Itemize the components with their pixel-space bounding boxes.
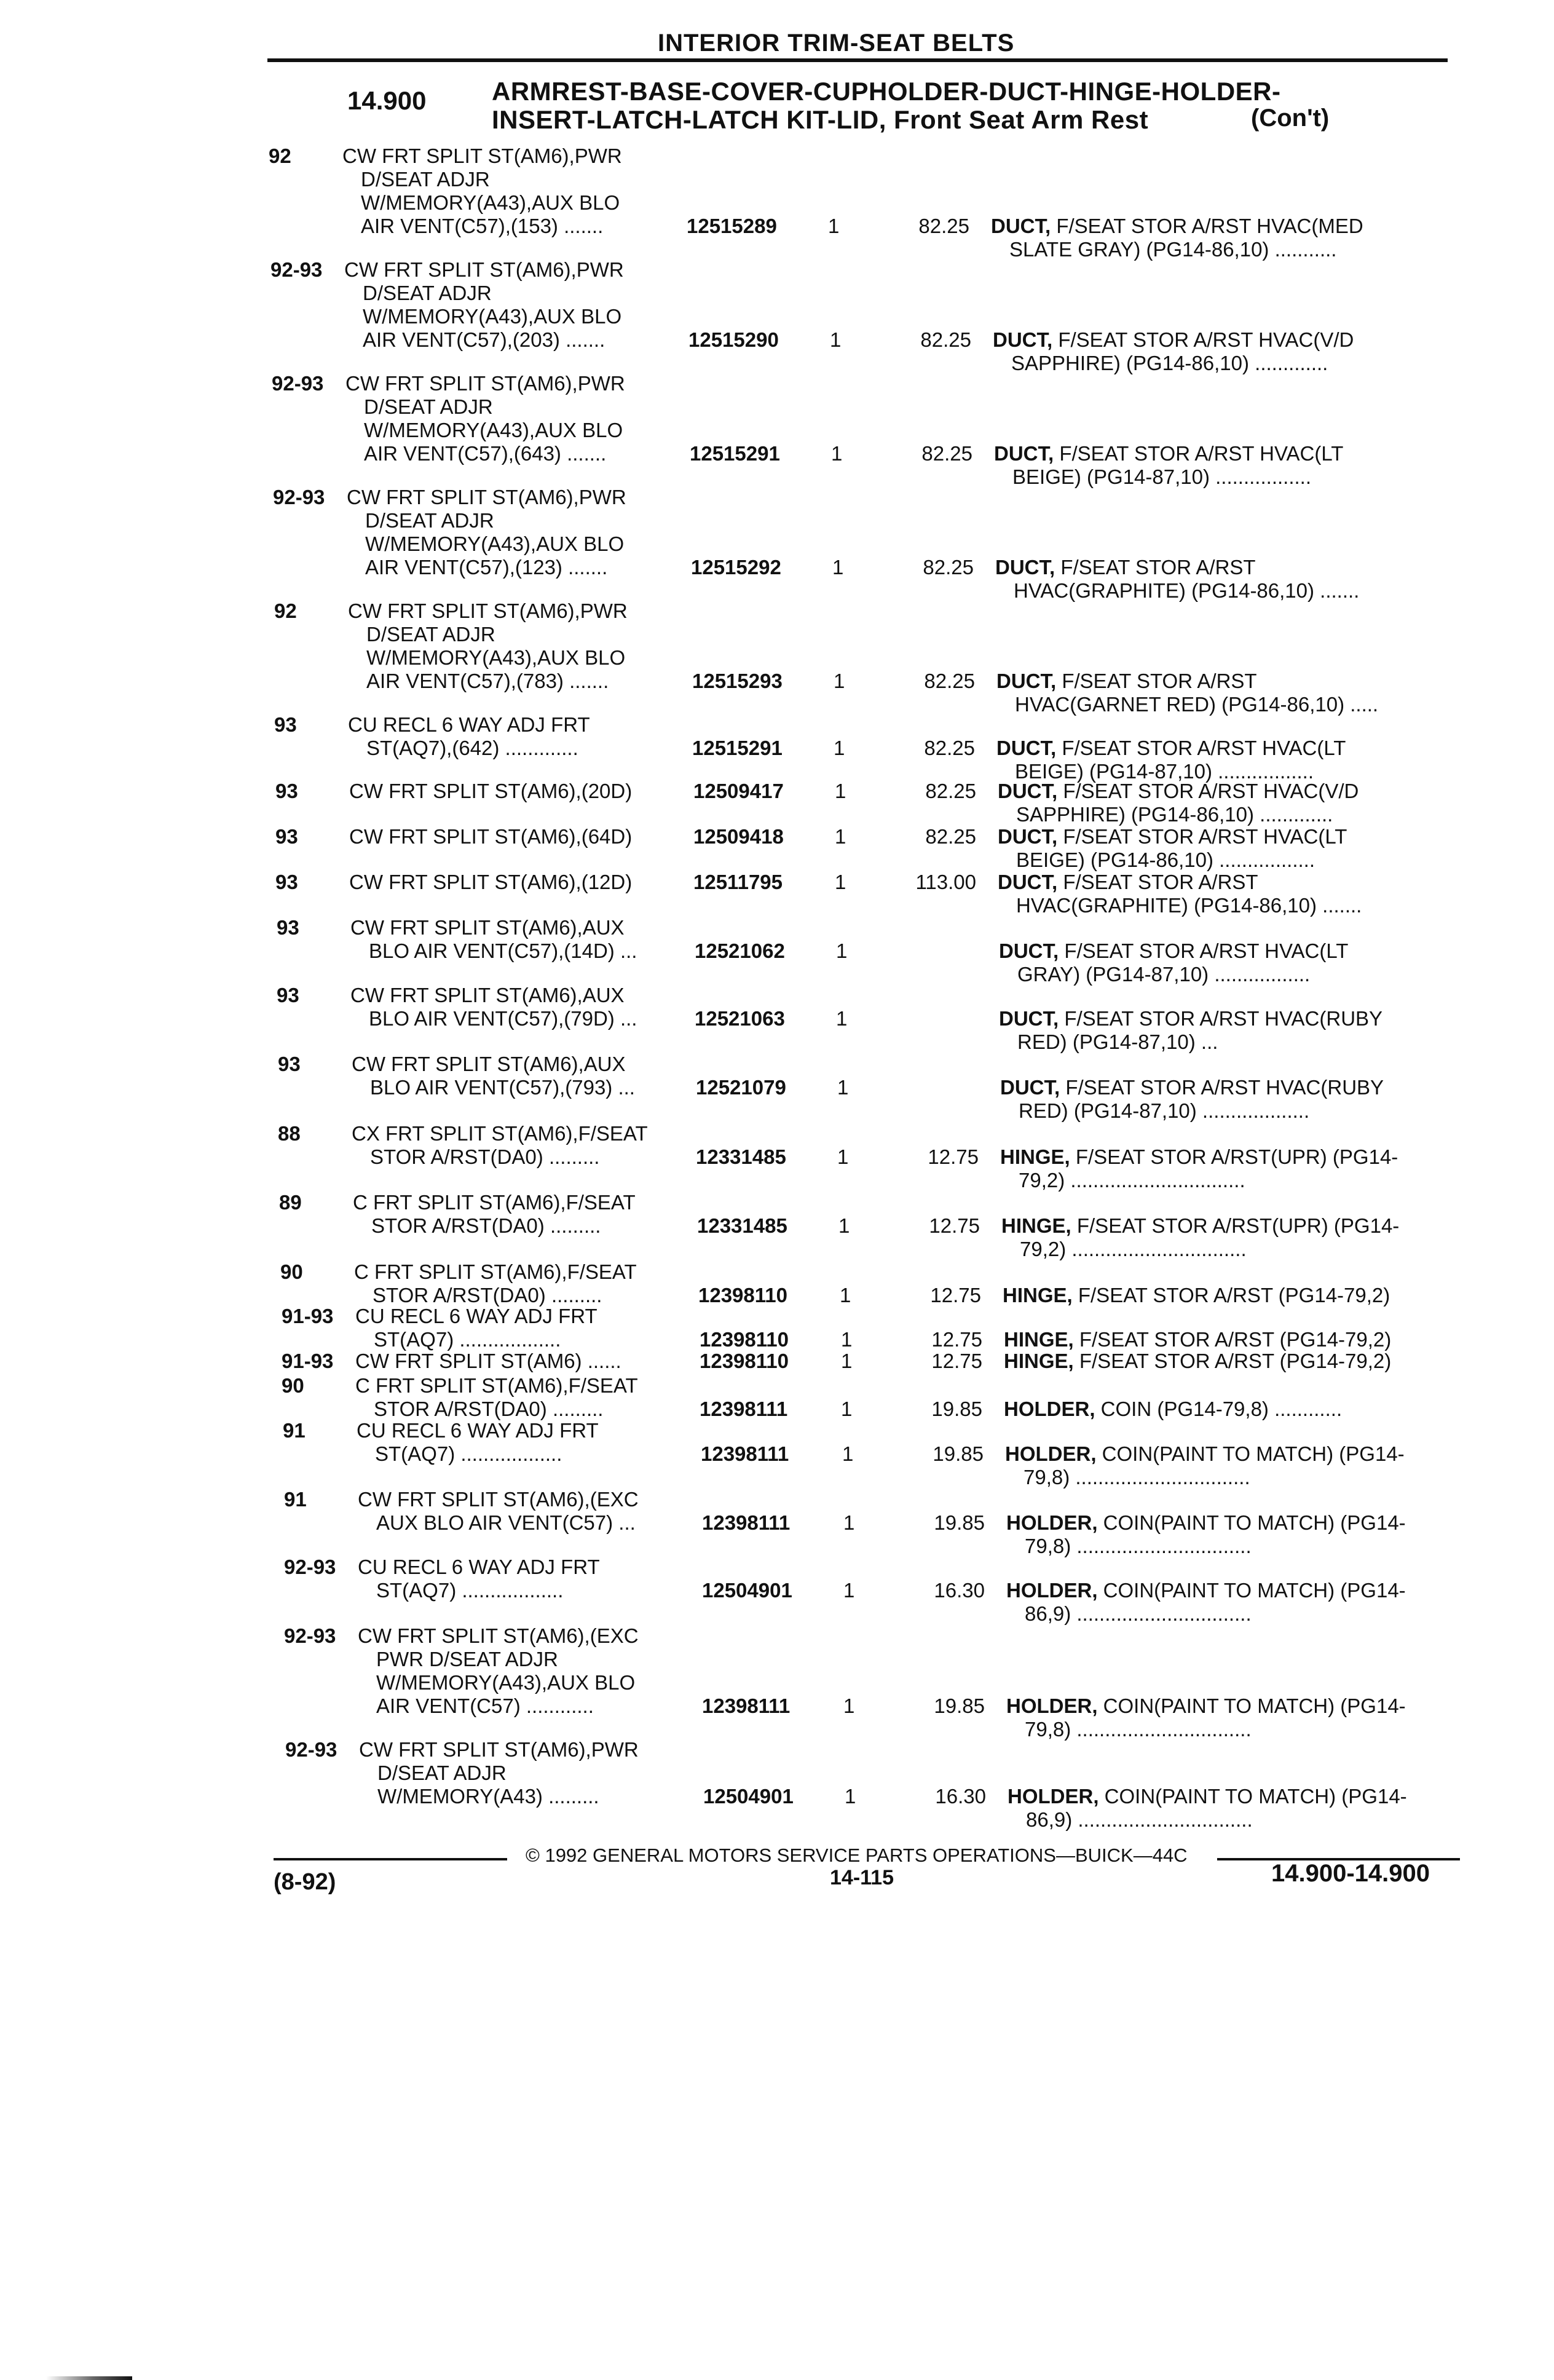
description-line: CU RECL 6 WAY ADJ FRT [355,1305,598,1327]
part-name [996,670,1451,716]
part-number: 12398111 [702,1694,791,1717]
description-line: CW FRT SPLIT ST(AM6),AUX [350,984,625,1006]
part-name-line: 86,9) ............................... [1026,1808,1253,1831]
list-item [282,1374,1468,1421]
quantity: 1 [831,442,843,465]
part-name-noun: DUCT, [998,825,1063,848]
description-line: CU RECL 6 WAY ADJ FRT [357,1419,599,1442]
price: 82.25 [921,442,972,465]
part-name-noun: HINGE, [1003,1284,1078,1307]
description-line: CW FRT SPLIT ST(AM6),AUX [350,916,625,939]
part-name-line: 86,9) ............................... [1025,1602,1252,1625]
description-line: AIR VENT(C57),(203) ....... [363,328,605,351]
description-line: CX FRT SPLIT ST(AM6),F/SEAT [352,1122,648,1145]
part-name-line: DUCT, F/SEAT STOR A/RST HVAC(LT [999,939,1349,962]
list-item [269,144,1455,261]
application-description [344,258,688,352]
part-name [998,871,1453,917]
part-name-noun: HOLDER, [1004,1398,1101,1420]
part-name [1006,1694,1461,1741]
part-name-line: 79,2) ............................... [1020,1238,1247,1260]
part-name [995,556,1450,603]
part-name [1006,1579,1461,1626]
application-description [357,1419,701,1466]
part-name [993,328,1448,375]
application-description [359,1738,703,1808]
part-name-noun: DUCT, [993,328,1059,351]
list-item [273,486,1459,602]
part-name-line: GRAY) (PG14-87,10) ................. [1017,963,1311,986]
quantity: 1 [828,215,840,237]
part-name-line: HINGE, F/SEAT STOR A/RST (PG14-79,2) [1004,1328,1392,1351]
part-name-noun: DUCT, [991,215,1057,237]
model-year: 88 [278,1122,301,1145]
quantity: 1 [841,1398,853,1420]
model-year: 92-93 [272,372,324,395]
description-line: D/SEAT ADJR [363,282,492,304]
part-name [1003,1284,1457,1307]
quantity: 1 [832,556,844,579]
header-rule [267,58,1448,62]
part-name-line: RED) (PG14-87,10) ................... [1019,1099,1310,1122]
model-year: 93 [277,916,299,939]
page-number: 14-115 [830,1866,894,1889]
part-name-line: HINGE, F/SEAT STOR A/RST (PG14-79,2) [1003,1284,1390,1307]
price: 19.85 [934,1511,985,1534]
application-description [354,1260,698,1307]
model-year: 93 [275,871,298,893]
part-name-line: DUCT, F/SEAT STOR A/RST HVAC(RUBY [1000,1076,1384,1099]
part-name-line: DUCT, F/SEAT STOR A/RST [998,871,1258,893]
description-line: CU RECL 6 WAY ADJ FRT [358,1556,600,1578]
application-description [348,713,692,760]
part-number: 12398110 [698,1284,788,1307]
quantity: 1 [836,939,848,962]
quantity: 1 [843,1511,855,1534]
part-number: 12331485 [696,1145,786,1168]
part-number: 12504901 [702,1579,792,1602]
quantity: 1 [845,1785,856,1808]
price: 16.30 [934,1579,985,1602]
part-name-noun: HOLDER, [1005,1442,1102,1465]
quantity: 1 [840,1284,851,1307]
part-name-line: SAPPHIRE) (PG14-86,10) ............. [1011,352,1328,374]
list-item [285,1738,1472,1831]
application-description [349,780,693,803]
part-name-line: BEIGE) (PG14-87,10) ................. [1015,760,1314,783]
model-year: 89 [279,1191,302,1214]
part-name-line: DUCT, F/SEAT STOR A/RST HVAC(MED [991,215,1363,237]
description-line: CW FRT SPLIT ST(AM6),(64D) [349,825,633,848]
running-header: INTERIOR TRIM-SEAT BELTS [658,30,1015,57]
part-name-line: HINGE, F/SEAT STOR A/RST(UPR) (PG14- [1001,1214,1400,1237]
part-name [1004,1328,1459,1351]
price: 82.25 [918,215,969,237]
model-year: 93 [274,713,297,736]
description-line: C FRT SPLIT ST(AM6),F/SEAT [353,1191,636,1214]
part-name-line: HINGE, F/SEAT STOR A/RST(UPR) (PG14- [1000,1145,1398,1168]
application-description [358,1488,702,1535]
quantity: 1 [836,1007,848,1030]
quantity: 1 [838,1214,850,1237]
model-year: 92-93 [270,258,323,281]
part-name-line: DUCT, F/SEAT STOR A/RST HVAC(V/D [998,780,1359,802]
part-name-noun: DUCT, [995,556,1061,579]
quantity: 1 [835,825,846,848]
list-item [274,713,1461,783]
application-description [353,1191,697,1238]
price: 113.00 [915,871,976,893]
part-name-noun: HOLDER, [1006,1511,1103,1534]
price: 82.25 [923,556,974,579]
description-line: C FRT SPLIT ST(AM6),F/SEAT [355,1374,638,1397]
description-line: CW FRT SPLIT ST(AM6),PWR [348,599,628,622]
scan-mark [46,2376,132,2380]
list-item [272,372,1458,488]
description-line: BLO AIR VENT(C57),(793) ... [370,1076,635,1099]
part-name-line: 79,8) ............................... [1025,1718,1252,1741]
list-item [280,1260,1467,1307]
part-name-noun: DUCT, [998,780,1063,802]
model-year: 90 [282,1374,304,1397]
continued-label: (Con't) [1251,105,1330,132]
part-number: 12521063 [695,1007,785,1030]
part-name-line: DUCT, F/SEAT STOR A/RST HVAC(LT [994,442,1344,465]
part-name-noun: HINGE, [1004,1328,1079,1351]
quantity: 1 [841,1350,853,1372]
part-number: 12504901 [703,1785,794,1808]
application-description [348,599,692,693]
part-number: 12515290 [688,328,779,351]
list-item [284,1624,1470,1741]
part-number: 12509418 [693,825,784,848]
price: 12.75 [931,1328,982,1351]
part-name-noun: HOLDER, [1008,1785,1105,1808]
quantity: 1 [830,328,842,351]
part-name-noun: DUCT, [999,939,1065,962]
part-name-noun: DUCT, [999,1007,1065,1030]
part-name-noun: DUCT, [996,670,1062,692]
list-item [277,984,1463,1053]
description-line: PWR D/SEAT ADJR [376,1648,558,1670]
section-title [492,77,1280,134]
part-name-line: 79,8) ............................... [1024,1466,1250,1488]
model-year: 93 [275,780,298,802]
part-name-line: SLATE GRAY) (PG14-86,10) ........... [1009,238,1337,261]
description-line: CW FRT SPLIT ST(AM6),(12D) [349,871,633,893]
part-name-line: HOLDER, COIN(PAINT TO MATCH) (PG14- [1006,1511,1406,1534]
part-name-line: BEIGE) (PG14-87,10) ................. [1012,465,1311,488]
description-line: CW FRT SPLIT ST(AM6),PWR [345,372,625,395]
description-line: W/MEMORY(A43),AUX BLO [366,646,626,669]
quantity: 1 [841,1328,853,1351]
part-name [999,939,1454,986]
part-name-line: BEIGE) (PG14-86,10) ................. [1016,848,1315,871]
description-line: ST(AQ7) .................. [375,1442,562,1465]
description-line: CW FRT SPLIT ST(AM6),PWR [359,1738,639,1761]
part-number: 12521079 [696,1076,786,1099]
list-item [279,1191,1465,1260]
description-line: STOR A/RST(DA0) ......... [373,1284,602,1307]
list-item [275,825,1462,872]
application-description [355,1350,700,1373]
application-description [355,1305,700,1351]
model-year: 92 [269,144,291,167]
part-name-noun: DUCT, [1000,1076,1066,1099]
part-name [1000,1145,1455,1192]
application-description [347,486,691,579]
quantity: 1 [837,1145,849,1168]
part-name-line: HINGE, F/SEAT STOR A/RST (PG14-79,2) [1004,1350,1392,1372]
price: 82.25 [925,825,976,848]
description-line: CW FRT SPLIT ST(AM6),(20D) [349,780,633,802]
description-line: AIR VENT(C57),(153) ....... [361,215,604,237]
price: 19.85 [934,1694,985,1717]
description-line: W/MEMORY(A43) ......... [377,1785,599,1808]
section-title-line-2: INSERT-LATCH-LATCH KIT-LID, Front Seat Arm Rest [492,105,1149,134]
part-number: 12331485 [697,1214,787,1237]
description-line: CW FRT SPLIT ST(AM6),(EXC [358,1624,639,1647]
list-item [283,1419,1469,1488]
part-name [1004,1398,1459,1421]
part-name-line: 79,2) ............................... [1019,1169,1245,1192]
list-item [284,1488,1470,1557]
part-number: 12511795 [693,871,783,893]
model-year: 91 [283,1419,306,1442]
description-line: AUX BLO AIR VENT(C57) ... [376,1511,636,1534]
quantity: 1 [834,670,845,692]
footer-rule-left [274,1858,507,1860]
part-name [996,737,1451,783]
description-line: D/SEAT ADJR [365,509,494,532]
part-name-line: HVAC(GRAPHITE) (PG14-86,10) ....... [1014,579,1360,602]
quantity: 1 [843,1579,855,1602]
list-item [278,1122,1464,1192]
price: 82.25 [920,328,971,351]
part-number: 12398111 [701,1442,789,1465]
description-line: CW FRT SPLIT ST(AM6),PWR [342,144,622,167]
part-name-line: DUCT, F/SEAT STOR A/RST HVAC(V/D [993,328,1354,351]
part-name-line: HOLDER, COIN(PAINT TO MATCH) (PG14- [1005,1442,1405,1465]
description-line: W/MEMORY(A43),AUX BLO [365,532,625,555]
model-year: 92-93 [284,1624,336,1647]
part-name-line: HOLDER, COIN(PAINT TO MATCH) (PG14- [1006,1694,1406,1717]
description-line: ST(AQ7) .................. [374,1328,561,1351]
part-name-line: 79,8) ............................... [1025,1535,1252,1557]
section-number: 14.900 [347,86,427,115]
model-year: 92 [274,599,297,622]
part-name-line: HVAC(GARNET RED) (PG14-86,10) ..... [1015,693,1379,716]
quantity: 1 [835,780,846,802]
part-name [1004,1350,1459,1373]
description-line: BLO AIR VENT(C57),(79D) ... [369,1007,637,1030]
application-description [349,871,693,894]
model-year: 91 [284,1488,307,1511]
description-line: CW FRT SPLIT ST(AM6) ...... [355,1350,621,1372]
quantity: 1 [843,1694,855,1717]
list-item [275,871,1462,917]
application-description [352,1122,696,1169]
part-name [998,825,1453,872]
price: 12.75 [930,1284,981,1307]
part-number: 12398110 [700,1328,789,1351]
description-line: D/SEAT ADJR [361,168,490,191]
description-line: STOR A/RST(DA0) ......... [370,1145,600,1168]
model-year: 91-93 [282,1350,334,1372]
part-name-line: HOLDER, COIN(PAINT TO MATCH) (PG14- [1008,1785,1407,1808]
description-line: W/MEMORY(A43),AUX BLO [376,1671,636,1694]
part-name-line: DUCT, F/SEAT STOR A/RST HVAC(LT [996,737,1346,759]
price: 82.25 [925,780,976,802]
quantity: 1 [842,1442,854,1465]
description-line: W/MEMORY(A43),AUX BLO [364,419,623,441]
part-name [1001,1214,1456,1261]
section-title-line-1: ARMREST-BASE-COVER-CUPHOLDER-DUCT-HINGE-HOLDER- [492,77,1281,106]
price: 19.85 [931,1398,982,1420]
list-item [282,1350,1468,1373]
part-name-line: HVAC(GRAPHITE) (PG14-86,10) ....... [1016,894,1362,917]
part-number: 12515292 [691,556,781,579]
description-line: D/SEAT ADJR [364,395,493,418]
part-number: 12515289 [687,215,777,237]
description-line: CW FRT SPLIT ST(AM6),(EXC [358,1488,639,1511]
part-name-line: SAPPHIRE) (PG14-86,10) ............. [1016,803,1333,826]
price: 82.25 [924,737,975,759]
model-year: 92-93 [284,1556,336,1578]
list-item [270,258,1457,374]
quantity: 1 [835,871,846,893]
model-year: 90 [280,1260,303,1283]
part-name [1000,1076,1455,1123]
model-year: 91-93 [282,1305,334,1327]
part-name-noun: HINGE, [1000,1145,1076,1168]
quantity: 1 [837,1076,849,1099]
part-name-line: DUCT, F/SEAT STOR A/RST HVAC(LT [998,825,1347,848]
list-item [284,1556,1470,1625]
description-line: ST(AQ7) .................. [376,1579,564,1602]
description-line: STOR A/RST(DA0) ......... [374,1398,604,1420]
model-year: 93 [275,825,298,848]
part-name-noun: DUCT, [996,737,1062,759]
description-line: AIR VENT(C57),(123) ....... [365,556,608,579]
description-line: W/MEMORY(A43),AUX BLO [361,191,620,214]
edition-date: (8-92) [274,1869,336,1895]
description-line: D/SEAT ADJR [377,1761,507,1784]
price: 16.30 [935,1785,986,1808]
application-description [345,372,690,465]
part-number: 12521062 [695,939,785,962]
list-item [277,916,1463,986]
model-year: 92-93 [285,1738,337,1761]
description-line: ST(AQ7),(642) ............. [366,737,578,759]
part-number: 12515291 [692,737,783,759]
price: 12.75 [929,1214,980,1237]
quantity: 1 [834,737,845,759]
part-number: 12515293 [692,670,783,692]
part-name-noun: DUCT, [994,442,1060,465]
part-name-line: DUCT, F/SEAT STOR A/RST [995,556,1256,579]
part-name-noun: HINGE, [1004,1350,1079,1372]
description-line: CW FRT SPLIT ST(AM6),PWR [344,258,624,281]
application-description [355,1374,700,1421]
list-item [274,599,1461,716]
part-name [999,1007,1454,1054]
description-line: STOR A/RST(DA0) ......... [371,1214,601,1237]
part-name [1006,1511,1461,1558]
list-item [275,780,1462,826]
part-number: 12509417 [693,780,784,802]
description-line: CU RECL 6 WAY ADJ FRT [348,713,590,736]
part-name-noun: DUCT, [998,871,1063,893]
part-name [1008,1785,1462,1832]
part-number: 12515291 [690,442,780,465]
part-number: 12398111 [700,1398,788,1420]
part-name-line: DUCT, F/SEAT STOR A/RST [996,670,1257,692]
part-number: 12398110 [700,1350,789,1372]
application-description [342,144,687,238]
model-year: 93 [278,1053,301,1075]
description-line: C FRT SPLIT ST(AM6),F/SEAT [354,1260,637,1283]
part-name [1005,1442,1460,1489]
section-range: 14.900-14.900 [1271,1860,1430,1887]
part-name-noun: HOLDER, [1006,1694,1103,1717]
model-year: 92-93 [273,486,325,508]
part-name [991,215,1446,261]
application-description [350,984,695,1030]
application-description [352,1053,696,1099]
description-line: D/SEAT ADJR [366,623,495,646]
price: 12.75 [928,1145,979,1168]
part-name-noun: HINGE, [1001,1214,1077,1237]
application-description [358,1624,702,1718]
part-name-line: HOLDER, COIN (PG14-79,8) ............ [1004,1398,1343,1420]
application-description [349,825,693,848]
model-year: 93 [277,984,299,1006]
part-name-line: DUCT, F/SEAT STOR A/RST HVAC(RUBY [999,1007,1383,1030]
price: 19.85 [933,1442,984,1465]
part-name [998,780,1453,826]
price: 12.75 [931,1350,982,1372]
part-name-line: RED) (PG14-87,10) ... [1017,1030,1218,1053]
part-number: 12398111 [702,1511,791,1534]
price: 82.25 [924,670,975,692]
description-line: W/MEMORY(A43),AUX BLO [363,305,622,328]
part-name-line: HOLDER, COIN(PAINT TO MATCH) (PG14- [1006,1579,1406,1602]
list-item [278,1053,1464,1122]
description-line: BLO AIR VENT(C57),(14D) ... [369,939,637,962]
list-item [282,1305,1468,1351]
part-name [994,442,1449,489]
application-description [350,916,695,963]
description-line: AIR VENT(C57),(783) ....... [366,670,609,692]
description-line: CW FRT SPLIT ST(AM6),PWR [347,486,626,508]
copyright-line: © 1992 GENERAL MOTORS SERVICE PARTS OPERATIONS—BUICK—44C [526,1844,1188,1866]
description-line: CW FRT SPLIT ST(AM6),AUX [352,1053,626,1075]
application-description [358,1556,702,1602]
description-line: AIR VENT(C57),(643) ....... [364,442,607,465]
part-name-noun: HOLDER, [1006,1579,1103,1602]
description-line: AIR VENT(C57) ............ [376,1694,594,1717]
